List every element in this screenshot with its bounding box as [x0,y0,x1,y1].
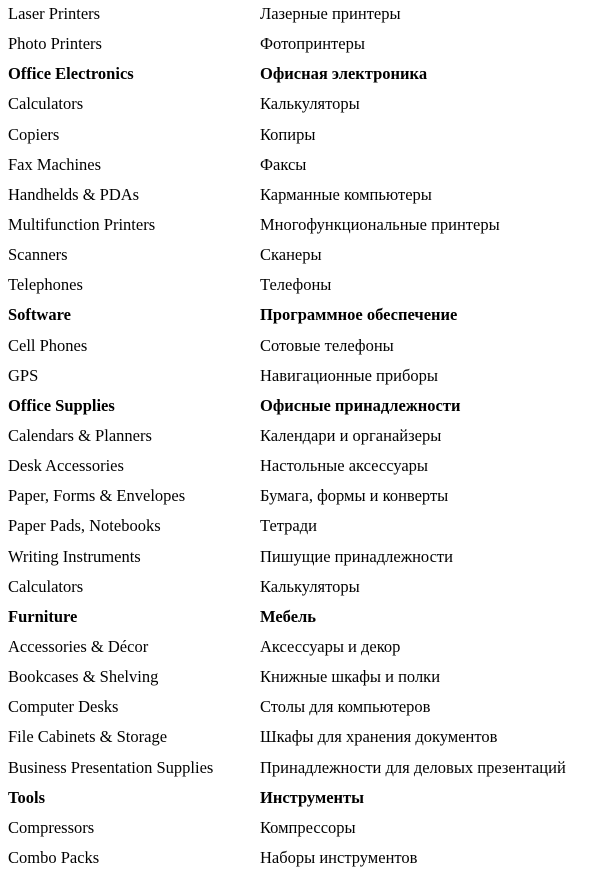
term-row [0,486,607,516]
term-russian: Лазерные принтеры [260,4,401,23]
term-english: Paper, Forms & Envelopes [8,486,186,506]
term-english: Computer Desks [8,697,119,717]
term-russian: Календари и органайзеры [260,425,442,445]
term-english: Writing Instruments [8,546,141,566]
term-russian: Факсы [260,154,307,174]
category-russian: Мебель [260,606,317,626]
term-row [0,245,607,275]
term-english: Telephones [8,275,83,295]
term-russian: Бумага, формы и конверты [260,486,449,506]
term-english: Copiers [8,124,60,144]
term-english: Handhelds & PDAs [8,184,140,204]
category-heading-row [0,305,607,335]
term-russian: Тетради [260,516,317,536]
term-row [0,516,607,546]
term-row [0,215,607,245]
term-russian: Аксессуары и декор [260,636,401,656]
term-english: Accessories & Décor [8,636,149,656]
term-row [0,758,607,788]
term-russian: Карманные компьютеры [260,184,432,204]
term-russian: Сканеры [260,245,322,265]
term-english: Desk Accessories [8,456,124,476]
term-row [0,547,607,577]
term-row [0,125,607,155]
term-english: File Cabinets & Storage [8,727,168,747]
term-row [0,336,607,366]
term-row [0,637,607,667]
category-russian: Офисная электроника [260,64,428,84]
term-row [0,697,607,727]
term-row [0,818,607,848]
category-russian: Программное обеспечение [260,305,458,325]
term-row [0,577,607,607]
term-english: Scanners [8,245,68,265]
term-row [0,94,607,124]
term-russian: Фотопринтеры [260,34,365,54]
term-russian: Сотовые телефоны [260,335,394,355]
glossary-table [0,4,607,878]
category-russian: Инструменты [260,787,365,807]
term-english: Calculators [8,94,84,114]
term-russian: Телефоны [260,275,332,295]
term-row [0,848,607,878]
term-row [0,4,607,34]
category-heading-row [0,396,607,426]
term-row [0,426,607,456]
category-english: Office Supplies [8,395,115,415]
category-heading-row [0,607,607,637]
term-english: Photo Printers [8,34,102,54]
term-row [0,667,607,697]
term-russian: Принадлежности для деловых презентаций [260,757,566,777]
term-row [0,275,607,305]
term-russian: Столы для компьютеров [260,697,431,717]
term-russian: Книжные шкафы и полки [260,667,441,687]
term-russian: Многофункциональные принтеры [260,214,500,234]
term-russian: Навигационные приборы [260,365,438,385]
term-english: Compressors [8,817,95,837]
term-russian: Шкафы для хранения документов [260,727,498,747]
term-russian: Пишущие принадлежности [260,546,453,566]
term-english: Calendars & Planners [8,425,152,445]
term-english: Laser Printers [8,4,101,23]
term-russian: Калькуляторы [260,94,360,114]
term-row [0,185,607,215]
term-english: GPS [8,365,39,385]
term-row [0,34,607,64]
category-russian: Офисные принадлежности [260,395,461,415]
term-russian: Настольные аксессуары [260,456,429,476]
category-english: Office Electronics [8,64,134,84]
term-english: Business Presentation Supplies [8,757,214,777]
term-russian: Наборы инструментов [260,847,418,867]
category-english: Tools [8,787,45,807]
term-english: Combo Packs [8,847,100,867]
term-english: Cell Phones [8,335,88,355]
term-english: Multifunction Printers [8,214,156,234]
category-heading-row [0,64,607,94]
term-row [0,456,607,486]
term-row [0,155,607,185]
term-russian: Копиры [260,124,316,144]
term-english: Bookcases & Shelving [8,667,159,687]
term-english: Paper Pads, Notebooks [8,516,161,536]
category-heading-row [0,788,607,818]
term-russian: Компрессоры [260,817,356,837]
category-english: Furniture [8,606,78,626]
term-row [0,366,607,396]
term-english: Calculators [8,576,84,596]
category-english: Software [8,305,71,325]
term-russian: Калькуляторы [260,576,360,596]
term-english: Fax Machines [8,154,102,174]
term-row [0,727,607,757]
